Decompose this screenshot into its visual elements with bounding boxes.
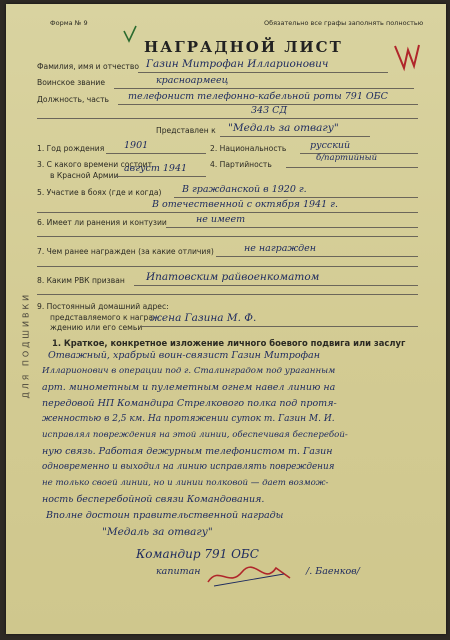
position-value-2: 343 СД (251, 105, 288, 116)
birth-rule (106, 153, 206, 154)
feat-line: женностью в 2,5 км. На протяжении суток т. Газин М. И. (42, 414, 335, 424)
presented-value: "Медаль за отвагу" (228, 122, 339, 134)
binding-margin-text: ДЛЯ ПОДШИВКИ (21, 291, 31, 399)
form-number: Форма № 9 (50, 19, 88, 27)
wounds-value: не имеет (196, 214, 246, 225)
position-label: Должность, часть (37, 95, 109, 104)
party-label: 4. Партийность (210, 160, 272, 169)
rvk-value: Ипатовским райвоенкоматом (146, 271, 320, 283)
commander-title: Командир 791 ОБС (136, 547, 259, 561)
rank-rule (114, 88, 414, 89)
feat-line: ную связь. Работая дежурным телефонистом т. Газин (42, 446, 333, 457)
wounds-rule-2 (37, 236, 418, 237)
battles-value-2: В отечественной с октября 1941 г. (152, 199, 338, 210)
address-value: жена Газина М. Ф. (150, 312, 257, 324)
presented-label: Представлен к (156, 126, 216, 135)
red-mark-icon (392, 42, 422, 72)
name-value: Газин Митрофан Илларионович (146, 58, 329, 70)
battles-value-1: В гражданской в 1920 г. (182, 184, 307, 195)
address-rule (142, 326, 418, 327)
commander-name: /. Баенков/ (306, 566, 360, 577)
nationality-value: русский (310, 140, 351, 151)
feat-line: Отважный, храбрый воин-связист Газин Митрофан (48, 350, 320, 361)
feat-line: Илларионович в операции под г. Сталинградом под ураганным (42, 366, 336, 376)
since-value: август 1941 (124, 163, 188, 174)
battles-label: 5. Участие в боях (где и когда) (37, 188, 162, 197)
since-label-2: в Красной Армии (50, 171, 119, 180)
awards-rule (216, 256, 418, 257)
rvk-rule (134, 285, 418, 286)
feat-line: "Медаль за отвагу" (102, 526, 213, 538)
nationality-label: 2. Национальность (210, 144, 287, 153)
awards-value: не награжден (244, 243, 317, 254)
position-rule-2 (37, 118, 418, 119)
battles-rule-2 (37, 212, 418, 213)
feat-line: ность бесперебойной связи Командования. (42, 494, 265, 505)
feat-line: передовой НП Командира Стрелкового полка под протя- (42, 398, 337, 409)
name-rule (138, 72, 388, 73)
since-rule (114, 176, 206, 177)
birth-value: 1901 (124, 140, 149, 151)
party-value: б/партийный (316, 153, 378, 163)
address-label: 9. Постоянный домашний адрес: (37, 302, 169, 311)
battles-rule (174, 197, 418, 198)
feat-heading: 1. Краткое, конкретное изложение личного боевого подвига или заслуг (52, 338, 406, 348)
commander-rank: капитан (156, 566, 201, 577)
award-sheet (6, 4, 446, 634)
name-label: Фамилия, имя и отчество (37, 62, 139, 71)
rank-label: Воинское звание (37, 78, 105, 87)
address-label-2: представляемого к награ- (50, 313, 156, 322)
presented-rule (220, 136, 370, 137)
feat-line: не только своей линии, но и линии полковой — дает возмож- (42, 478, 329, 488)
check-mark-icon (123, 25, 137, 43)
wounds-label: 6. Имеет ли ранения и контузии (37, 218, 167, 227)
feat-line: арт. минометным и пулеметным огнем навел линию на (42, 382, 336, 393)
feat-line: одновременно и выходил на линию исправлять повреждения (42, 462, 335, 472)
feat-line: исправлял повреждения на этой линии, обеспечивая бесперебой- (42, 430, 348, 440)
feat-line: Вполне достоин правительственной награды (46, 510, 284, 521)
since-label: 3. С какого времени состоит (37, 160, 153, 169)
form-notice: Обязательно все графы заполнять полностью (264, 19, 424, 27)
signature-mark-icon (204, 560, 294, 590)
wounds-rule (166, 227, 418, 228)
rvk-rule-2 (37, 294, 418, 295)
rank-value: красноармеец (156, 75, 229, 86)
awards-rule-2 (37, 266, 418, 267)
document-title: НАГРАДНОЙ ЛИСТ (144, 38, 343, 56)
birth-label: 1. Год рождения (37, 144, 105, 153)
rvk-label: 8. Каким РВК призван (37, 276, 125, 285)
party-rule (286, 167, 418, 168)
binding-margin-label (16, 254, 30, 414)
position-value: телефонист телефонно-кабельной роты 791 ОБС (128, 91, 388, 102)
address-label-3: ждению или его семьи (50, 323, 143, 332)
awards-label: 7. Чем ранее награжден (за какие отличия) (37, 247, 214, 256)
